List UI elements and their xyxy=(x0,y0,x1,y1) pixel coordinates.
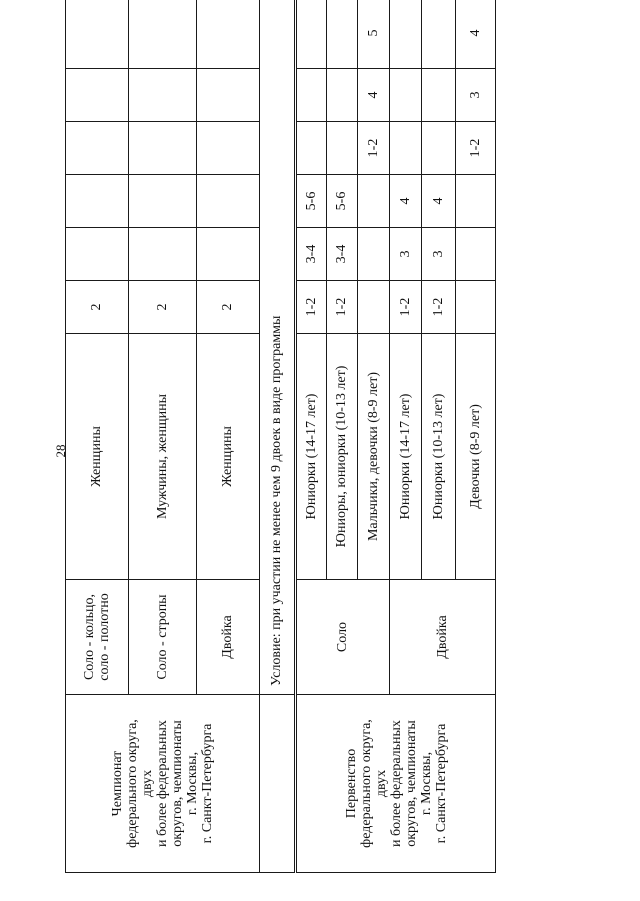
value-cell: 2 xyxy=(129,281,197,334)
value-cell xyxy=(66,69,129,122)
value-cell: 4 xyxy=(390,175,422,228)
value-cell xyxy=(197,0,260,69)
value-cell: 3-4 xyxy=(296,228,327,281)
value-cell xyxy=(358,175,390,228)
value-cell: 5-6 xyxy=(296,175,327,228)
table-row xyxy=(66,0,129,873)
category-cell: Юниоры, юниорки (10-13 лет) xyxy=(327,334,358,580)
category-cell: Юниорки (10-13 лет) xyxy=(422,334,456,580)
value-cell xyxy=(390,69,422,122)
condition-row xyxy=(260,0,296,873)
category-cell: Мальчики, девочки (8-9 лет) xyxy=(358,334,390,580)
value-cell: 1-2 xyxy=(296,281,327,334)
category-cell: Девочки (8-9 лет) xyxy=(456,334,496,580)
program-cell: Соло - кольцо, соло - полотно xyxy=(66,580,129,695)
value-cell xyxy=(327,0,358,69)
value-cell xyxy=(422,69,456,122)
program-cell-solo: Соло xyxy=(296,580,390,695)
program-cell: Двойка xyxy=(197,580,260,695)
value-cell: 5 xyxy=(358,0,390,69)
championship-title-cell: Чемпионат федерального округа, двух и более федеральных округов, чемпионаты г. Москвы, г. Санкт-Петербурга xyxy=(66,695,260,873)
competition-table xyxy=(65,0,496,873)
value-cell xyxy=(66,122,129,175)
value-cell xyxy=(129,69,197,122)
value-cell: 4 xyxy=(358,69,390,122)
category-cell: Женщины xyxy=(197,334,260,580)
category-cell: Юниорки (14-17 лет) xyxy=(390,334,422,580)
value-cell xyxy=(197,69,260,122)
value-cell: 5-6 xyxy=(327,175,358,228)
value-cell xyxy=(129,122,197,175)
value-cell xyxy=(327,69,358,122)
condition-note: Условие: при участии не менее чем 9 двоек в виде программы xyxy=(260,0,296,695)
value-cell xyxy=(129,228,197,281)
value-cell: 1-2 xyxy=(358,122,390,175)
value-cell: 4 xyxy=(422,175,456,228)
value-cell: 2 xyxy=(66,281,129,334)
value-cell xyxy=(197,228,260,281)
value-cell xyxy=(327,122,358,175)
value-cell xyxy=(66,228,129,281)
value-cell: 1-2 xyxy=(390,281,422,334)
rotated-table-container xyxy=(65,29,495,873)
value-cell xyxy=(456,281,496,334)
value-cell xyxy=(129,0,197,69)
value-cell xyxy=(197,175,260,228)
value-cell xyxy=(129,175,197,228)
value-cell: 4 xyxy=(456,0,496,69)
value-cell: 3 xyxy=(390,228,422,281)
value-cell xyxy=(197,122,260,175)
program-cell: Соло - стропы xyxy=(129,580,197,695)
value-cell xyxy=(390,0,422,69)
program-cell-duo: Двойка xyxy=(390,580,496,695)
empty-cell xyxy=(260,695,296,873)
value-cell xyxy=(390,122,422,175)
value-cell xyxy=(296,122,327,175)
value-cell xyxy=(456,228,496,281)
value-cell: 3 xyxy=(456,69,496,122)
page-number: 28 xyxy=(53,444,68,458)
value-cell: 1-2 xyxy=(422,281,456,334)
value-cell xyxy=(66,0,129,69)
value-cell xyxy=(296,69,327,122)
value-cell: 1-2 xyxy=(456,122,496,175)
value-cell: 2 xyxy=(197,281,260,334)
value-cell: 1-2 xyxy=(327,281,358,334)
table-row xyxy=(296,0,327,873)
value-cell xyxy=(456,175,496,228)
value-cell xyxy=(358,281,390,334)
value-cell xyxy=(358,228,390,281)
category-cell: Мужчины, женщины xyxy=(129,334,197,580)
value-cell xyxy=(66,175,129,228)
value-cell xyxy=(422,122,456,175)
category-cell: Женщины xyxy=(66,334,129,580)
first-title-cell: Первенство федерального округа, двух и более федеральных округов, чемпионаты г. Москвы, г. Санкт-Петербурга xyxy=(296,695,496,873)
value-cell: 3 xyxy=(422,228,456,281)
value-cell: 3-4 xyxy=(327,228,358,281)
category-cell: Юниорки (14-17 лет) xyxy=(296,334,327,580)
value-cell xyxy=(296,0,327,69)
value-cell xyxy=(422,0,456,69)
